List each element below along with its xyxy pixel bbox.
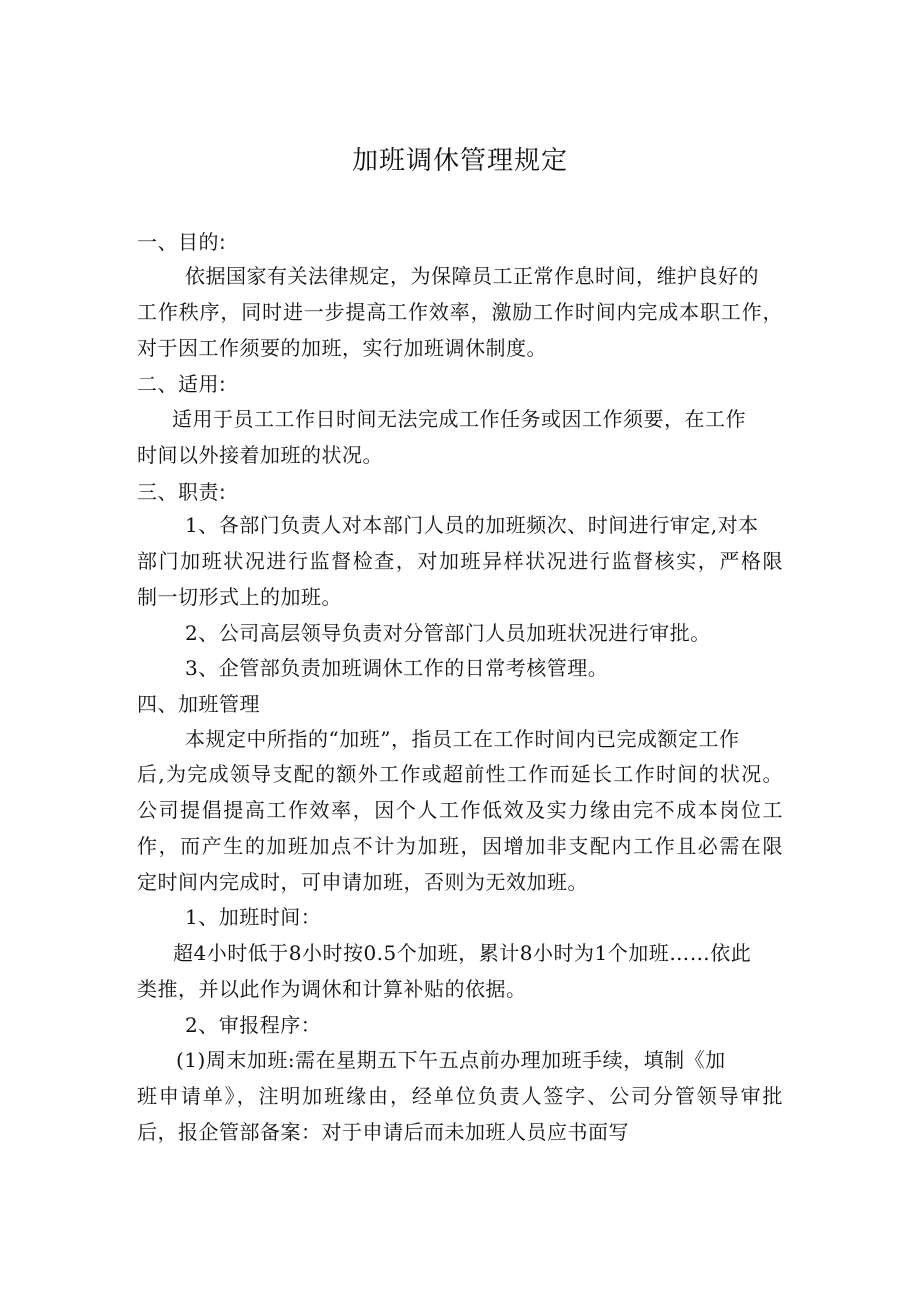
paragraph-line: 依据国家有关法律规定，为保障员工正常作息时间，维护良好的 bbox=[185, 264, 759, 288]
paragraph-line: 超4小时低于8小时按0.5个加班，累计8小时为1个加班……依此 bbox=[173, 941, 752, 965]
paragraph-line: (1)周末加班:需在星期五下午五点前办理加班手续，填制《加 bbox=[176, 1048, 726, 1072]
paragraph-line: 类推，并以此作为调休和计算补贴的依据。 bbox=[137, 977, 527, 1001]
subheading-overtime-hours: 1、加班时间： bbox=[185, 905, 322, 929]
paragraph-line: 部门加班状况进行监督检查，对加班异样状况进行监督核实，严格限 bbox=[137, 549, 783, 573]
paragraph-line: 作，而产生的加班加点不计为加班，因增加非支配内工作且必需在限 bbox=[137, 834, 783, 858]
paragraph-line: 公司提倡提高工作效率，因个人工作低效及实力缘由完不成本岗位工 bbox=[137, 798, 783, 822]
section-heading-duties: 三、职责: bbox=[137, 480, 227, 504]
paragraph-line: 本规定中所指的“加班”，指员工在工作时间内已完成额定工作 bbox=[185, 727, 740, 751]
section-heading-purpose: 一、目的: bbox=[137, 230, 227, 254]
paragraph-line: 2、公司高层领导负责对分管部门人员加班状况进行审批。 bbox=[185, 621, 711, 645]
paragraph-line: 1、各部门负责人对本部门人员的加班频次、时间进行审定,对本 bbox=[185, 513, 759, 537]
subheading-approval-procedure: 2、审报程序： bbox=[185, 1013, 322, 1037]
paragraph-line: 适用于员工工作日时间无法完成工作任务或因工作须要，在工作 bbox=[172, 407, 746, 431]
paragraph-line: 后，报企管部备案：对于申请后而未加班人员应书面写 bbox=[137, 1120, 629, 1144]
section-heading-overtime-management: 四、加班管理 bbox=[137, 692, 260, 716]
paragraph-line: 班申请单》，注明加班缘由，经单位负责人签字、公司分管领导审批 bbox=[137, 1084, 783, 1108]
section-heading-scope: 二、适用: bbox=[137, 372, 227, 396]
paragraph-line: 制一切形式上的加班。 bbox=[137, 585, 342, 609]
paragraph-line: 工作秩序，同时进一步提高工作效率，激励工作时间内完成本职工作， bbox=[137, 300, 783, 324]
paragraph-line: 定时间内完成时，可申请加班，否则为无效加班。 bbox=[137, 870, 588, 894]
paragraph-line: 时间以外接着加班的状况。 bbox=[137, 443, 383, 467]
paragraph-line: 后,为完成领导支配的额外工作或超前性工作而延长工作时间的状况。 bbox=[137, 762, 783, 786]
paragraph-line: 3、企管部负责加班调休工作的日常考核管理。 bbox=[185, 656, 609, 680]
paragraph-line: 对于因工作须要的加班，实行加班调休制度。 bbox=[137, 336, 547, 360]
document-title: 加班调休管理规定 bbox=[351, 146, 568, 176]
